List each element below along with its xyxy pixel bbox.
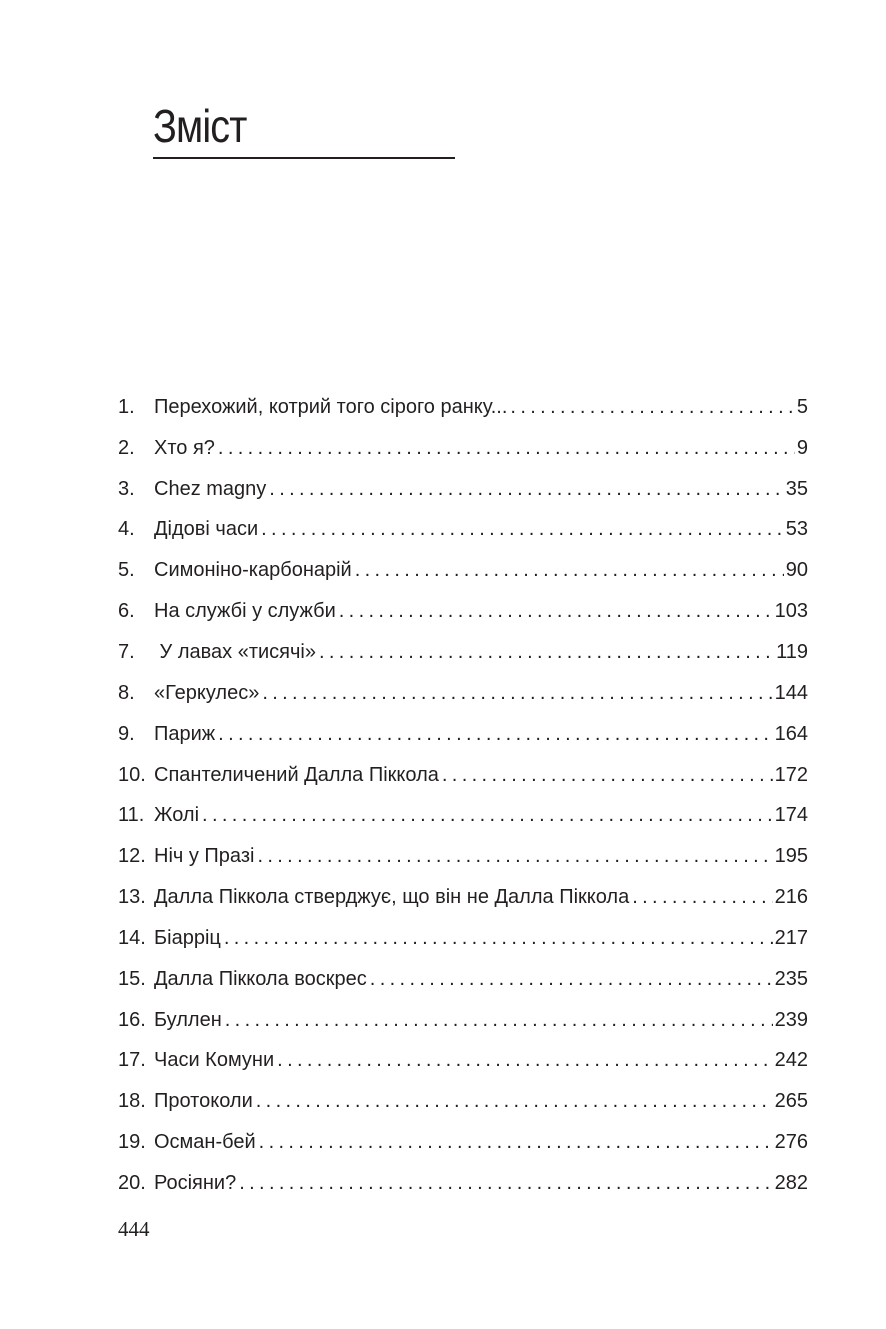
toc-entry[interactable]	[118, 795, 808, 836]
toc-entry[interactable]	[118, 836, 808, 877]
toc-dot-leader	[259, 682, 772, 705]
toc-entry-page: 195	[774, 845, 808, 868]
toc-entry-page: 9	[796, 436, 808, 459]
toc-entry-number: 7.	[118, 640, 135, 663]
toc-dot-leader	[222, 1009, 773, 1032]
toc-entry-page: 119	[776, 640, 808, 663]
toc-entry-number: 16.	[118, 1008, 146, 1031]
toc-entry[interactable]	[118, 1163, 808, 1204]
toc-entry-title: Ніч у Празі	[154, 845, 255, 868]
toc-entry[interactable]	[118, 673, 808, 714]
page-title: Зміст	[153, 100, 247, 152]
toc-entry-page: 103	[774, 600, 808, 623]
toc-dot-leader	[215, 437, 795, 460]
toc-entry-number: 14.	[118, 926, 146, 949]
toc-entry[interactable]	[118, 755, 808, 796]
toc-entry-number: 11.	[118, 804, 145, 827]
toc-entry-page: 265	[774, 1090, 808, 1113]
toc-entry-page: 282	[774, 1171, 808, 1194]
toc-entry-number: 3.	[118, 477, 135, 500]
toc-entry-number: 8.	[118, 681, 135, 704]
toc-entry-number: 19.	[118, 1131, 146, 1154]
page-number: 444	[118, 1217, 150, 1241]
toc-entry-title: Chez magny	[154, 477, 267, 500]
toc-entry-page: 35	[785, 477, 808, 500]
toc-entry-number: 4.	[118, 518, 135, 541]
toc-entry[interactable]	[118, 387, 808, 428]
toc-entry[interactable]	[118, 918, 808, 959]
toc-entry-title: Далла Піккола воскрес	[154, 967, 367, 990]
toc-entry[interactable]	[118, 550, 808, 591]
toc-entry-page: 216	[774, 886, 808, 909]
toc-dot-leader	[221, 927, 773, 950]
toc-entry-page: 242	[774, 1049, 808, 1072]
toc-dot-leader	[629, 886, 772, 909]
toc-entry-number: 20.	[118, 1171, 146, 1194]
table-of-contents	[118, 387, 808, 1204]
toc-entry[interactable]	[118, 591, 808, 632]
toc-dot-leader	[316, 641, 774, 664]
toc-entry-page: 53	[785, 518, 808, 541]
toc-entry[interactable]	[118, 510, 808, 551]
toc-entry-number: 15.	[118, 967, 146, 990]
toc-entry-title: Симоніно-карбонарій	[154, 559, 352, 582]
toc-entry-title: Часи Комуни	[154, 1049, 275, 1072]
toc-dot-leader	[254, 845, 772, 868]
toc-entry-title: Перехожий, котрий того сірого ранку...	[154, 395, 508, 418]
toc-dot-leader	[336, 600, 773, 623]
toc-dot-leader	[266, 478, 783, 501]
toc-entry[interactable]	[118, 1041, 808, 1082]
toc-entry-number: 12.	[118, 845, 146, 868]
toc-entry[interactable]	[118, 959, 808, 1000]
toc-entry-page: 174	[774, 804, 808, 827]
toc-entry-title: Спантеличений Далла Піккола	[154, 763, 439, 786]
toc-dot-leader	[439, 764, 773, 787]
toc-entry-title: Далла Піккола стверджує, що він не Далла Піккола	[154, 886, 630, 909]
toc-dot-leader	[253, 1090, 773, 1113]
toc-entry-page: 235	[774, 967, 808, 990]
toc-entry[interactable]	[118, 469, 808, 510]
toc-entry-title: На службі у служби	[154, 600, 336, 623]
toc-entry-page: 144	[774, 681, 808, 704]
toc-dot-leader	[256, 1131, 773, 1154]
toc-entry-page: 276	[774, 1131, 808, 1154]
toc-entry[interactable]	[118, 714, 808, 755]
toc-entry-page: 5	[796, 395, 808, 418]
toc-entry[interactable]	[118, 428, 808, 469]
toc-entry-title: Біарріц	[154, 926, 221, 949]
toc-entry-title: «Геркулес»	[154, 681, 260, 704]
toc-entry-title: Париж	[154, 722, 216, 745]
toc-dot-leader	[367, 968, 773, 991]
toc-entry-page: 164	[774, 722, 808, 745]
toc-entry-number: 17.	[118, 1049, 146, 1072]
toc-entry-number: 9.	[118, 722, 135, 745]
title-underline	[153, 157, 455, 159]
toc-dot-leader	[274, 1049, 772, 1072]
toc-entry-page: 217	[774, 926, 808, 949]
toc-entry-title: Хто я?	[154, 436, 215, 459]
toc-dot-leader	[507, 396, 794, 419]
toc-entry-number: 5.	[118, 559, 135, 582]
toc-entry[interactable]	[118, 1081, 808, 1122]
toc-entry-number: 2.	[118, 436, 135, 459]
toc-entry[interactable]	[118, 1000, 808, 1041]
toc-entry-title: Осман-бей	[154, 1131, 256, 1154]
toc-entry-number: 13.	[118, 886, 146, 909]
toc-dot-leader	[199, 804, 773, 827]
toc-entry-page: 90	[785, 559, 808, 582]
toc-entry-number: 6.	[118, 600, 135, 623]
toc-entry[interactable]	[118, 632, 808, 673]
toc-entry-title: Жолі	[154, 804, 200, 827]
toc-entry-title: Дідові часи	[154, 518, 259, 541]
toc-entry-title: У лавах «тисячі»	[154, 640, 316, 663]
toc-entry-page: 172	[774, 763, 808, 786]
toc-entry-title: Буллен	[154, 1008, 222, 1031]
toc-entry[interactable]	[118, 877, 808, 918]
toc-dot-leader	[236, 1172, 772, 1195]
toc-dot-leader	[258, 518, 784, 541]
toc-entry-number: 1.	[118, 395, 135, 418]
toc-entry-number: 10.	[118, 763, 146, 786]
toc-entry-title: Протоколи	[154, 1090, 253, 1113]
toc-entry-page: 239	[774, 1008, 808, 1031]
toc-entry-title: Росіяни?	[154, 1171, 237, 1194]
toc-dot-leader	[352, 559, 784, 582]
toc-entry-number: 18.	[118, 1090, 146, 1113]
toc-entry[interactable]	[118, 1122, 808, 1163]
toc-dot-leader	[215, 723, 772, 746]
